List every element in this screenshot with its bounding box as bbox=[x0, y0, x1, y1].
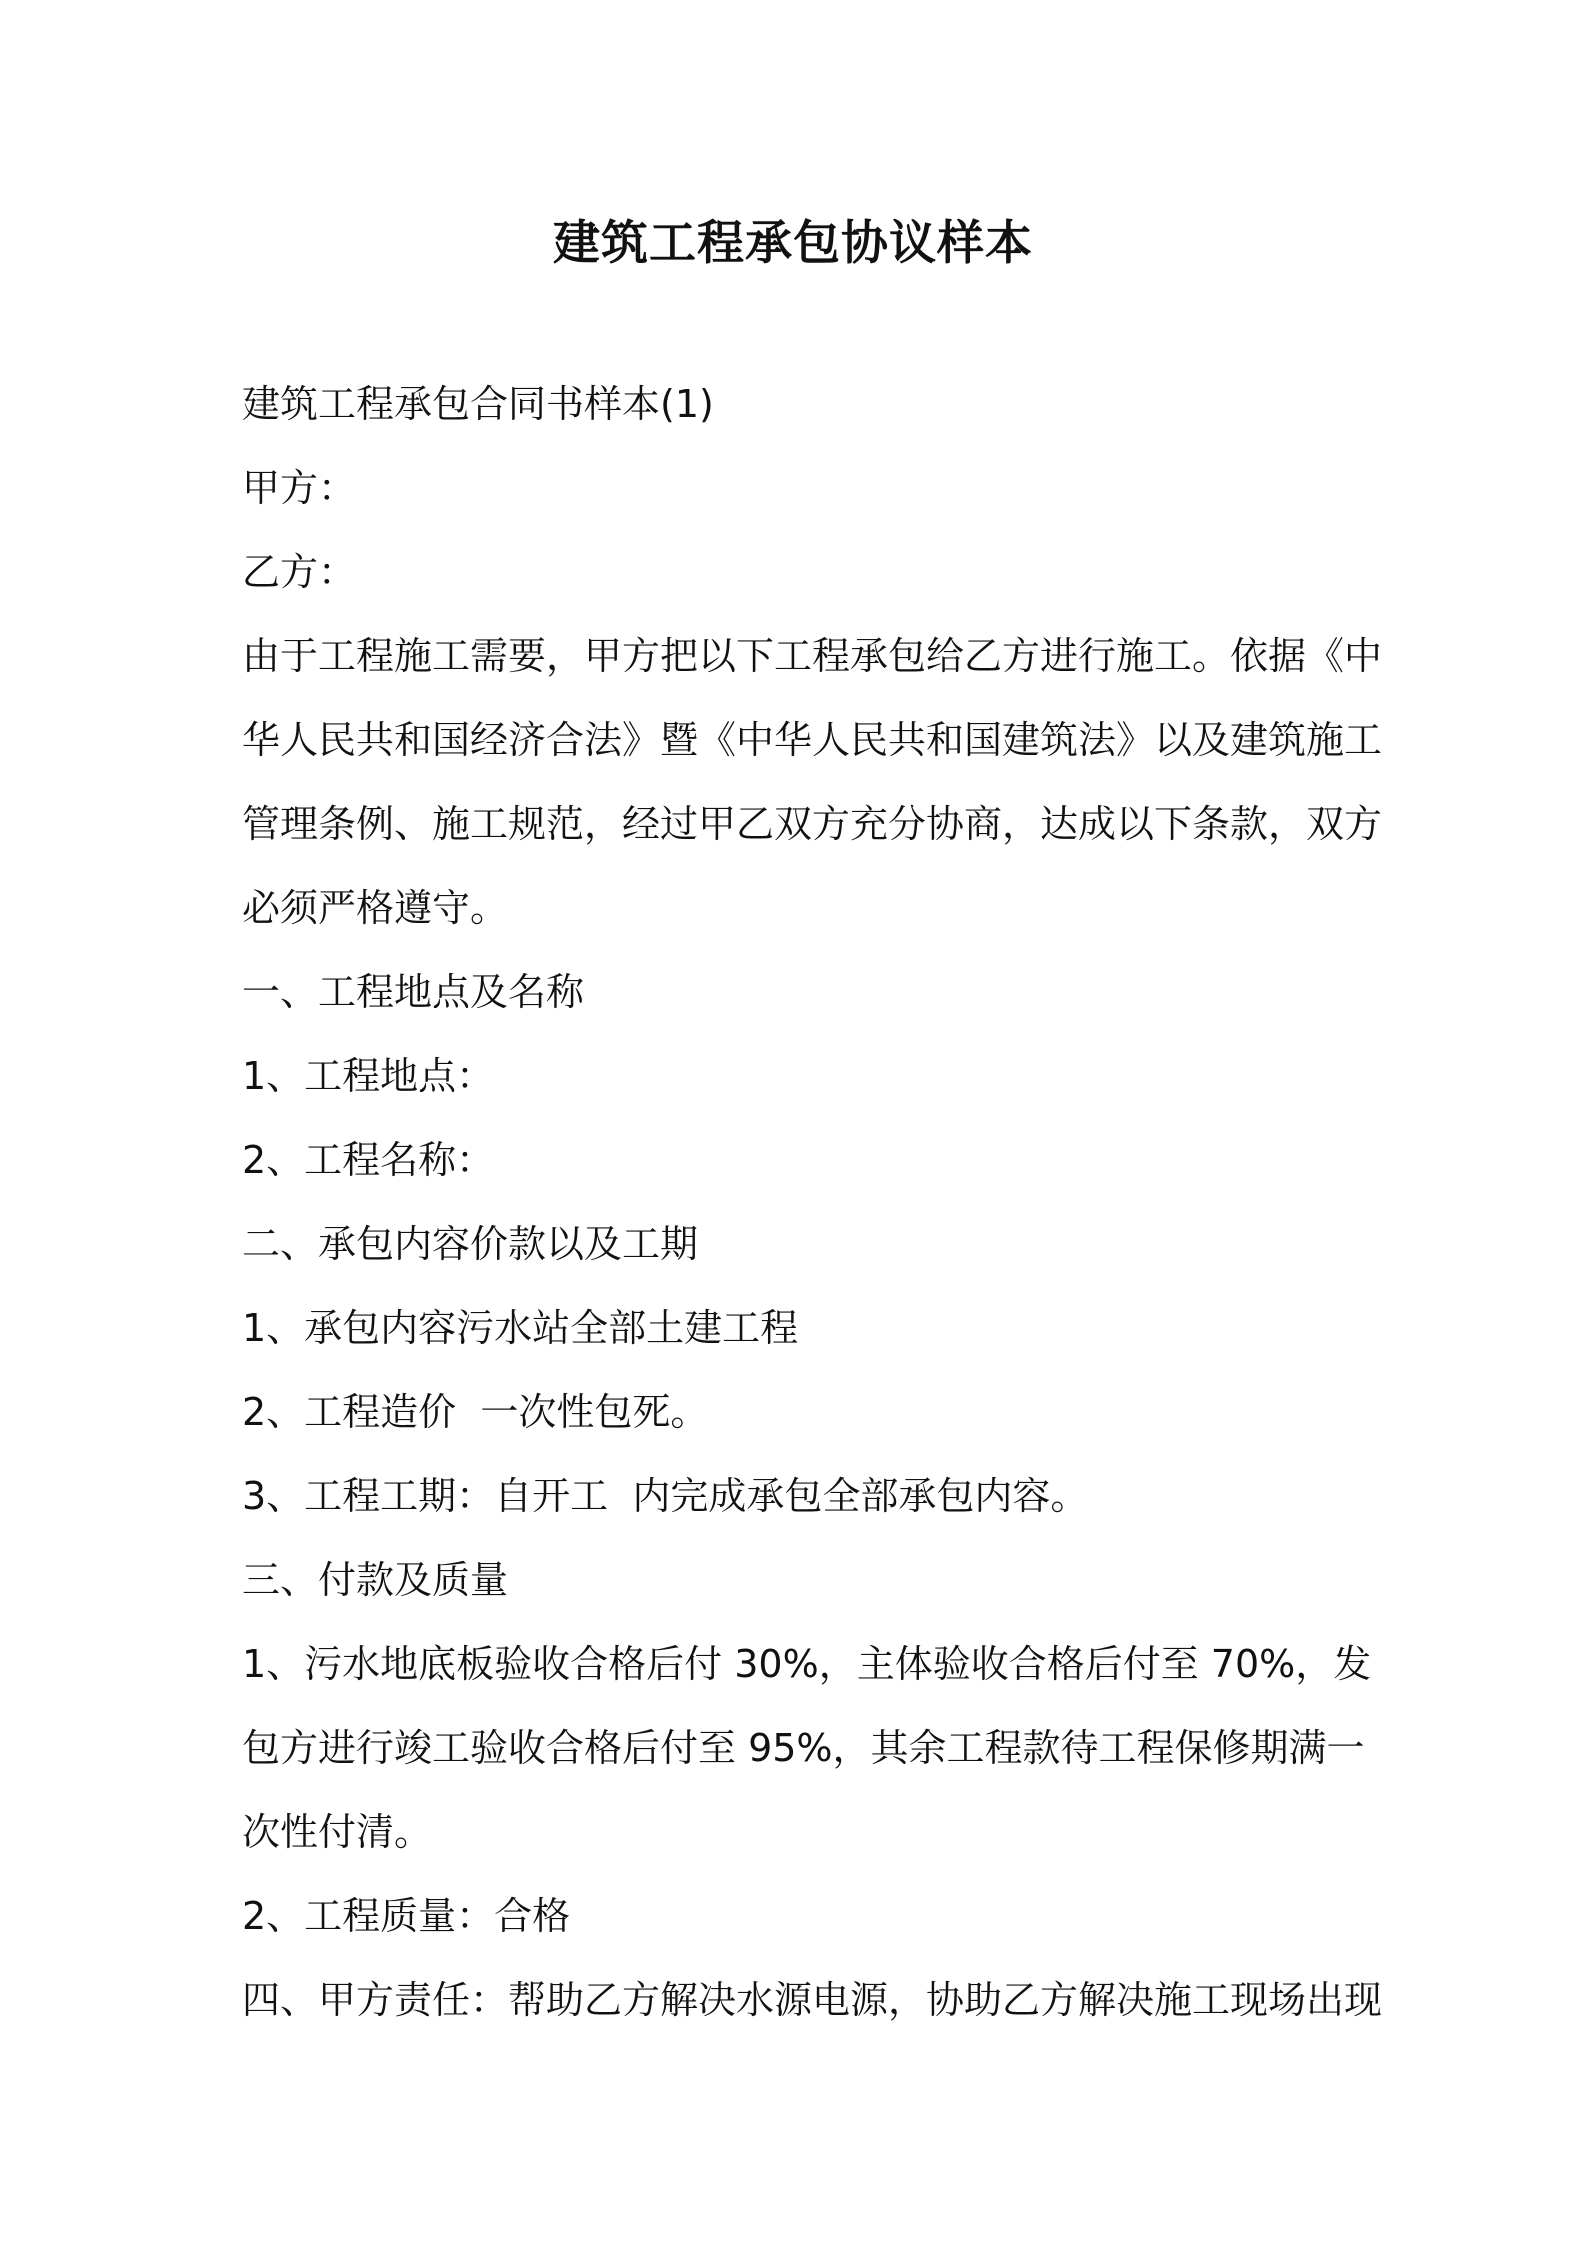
preamble-line-1: 由于工程施工需要，甲方把以下工程承包给乙方进行施工。依据《中 bbox=[242, 634, 1383, 678]
section-heading-3: 三、付款及质量 bbox=[242, 1558, 509, 1602]
section-heading-1: 一、工程地点及名称 bbox=[242, 970, 585, 1014]
section-heading-2: 二、承包内容价款以及工期 bbox=[242, 1222, 699, 1266]
payment-line-2: 包方进行竣工验收合格后付至 95%，其余工程款待工程保修期满一 bbox=[242, 1726, 1365, 1770]
section-heading-4: 四、甲方责任：帮助乙方解决水源电源，协助乙方解决施工现场出现 bbox=[242, 1978, 1383, 2022]
item-project-period: 3、工程工期：自开工 内完成承包全部承包内容。 bbox=[242, 1474, 1089, 1518]
payment-line-1: 1、污水地底板验收合格后付 30%，主体验收合格后付至 70%，发 bbox=[242, 1642, 1372, 1686]
item-project-cost: 2、工程造价 一次性包死。 bbox=[242, 1390, 709, 1434]
preamble-line-3: 管理条例、施工规范，经过甲乙双方充分协商，达成以下条款，双方 bbox=[242, 802, 1383, 846]
contract-subtitle: 建筑工程承包合同书样本(1) bbox=[242, 382, 714, 426]
preamble-line-4: 必须严格遵守。 bbox=[242, 886, 509, 930]
document-body bbox=[242, 362, 1383, 2042]
party-a-line: 甲方： bbox=[242, 466, 357, 510]
item-project-name: 2、工程名称： bbox=[242, 1138, 495, 1182]
party-b-line: 乙方： bbox=[242, 550, 357, 594]
document-title: 建筑工程承包协议样本 bbox=[553, 216, 1033, 271]
item-project-location: 1、工程地点： bbox=[242, 1054, 495, 1098]
payment-line-3: 次性付清。 bbox=[242, 1810, 433, 1854]
item-contract-content: 1、承包内容污水站全部土建工程 bbox=[242, 1306, 799, 1350]
item-project-quality: 2、工程质量：合格 bbox=[242, 1894, 571, 1938]
preamble-line-2: 华人民共和国经济合法》暨《中华人民共和国建筑法》以及建筑施工 bbox=[242, 718, 1383, 762]
